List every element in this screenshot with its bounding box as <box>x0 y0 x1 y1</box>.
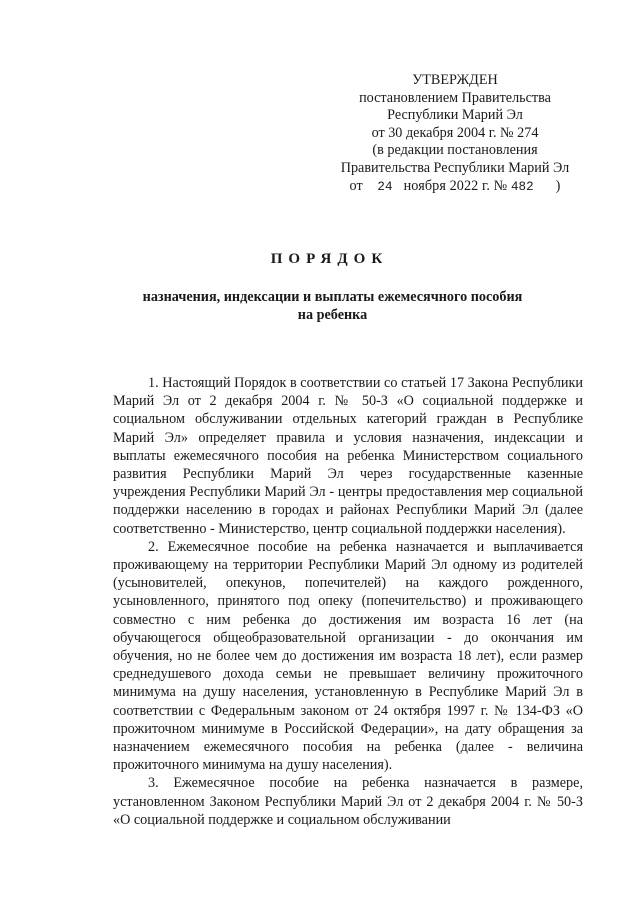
approval-line: от 30 декабря 2004 г. № 274 <box>371 124 539 141</box>
document-body <box>113 374 583 829</box>
approval-line: постановлением Правительства <box>359 89 551 106</box>
approval-heading: УТВЕРЖДЕН <box>412 72 498 88</box>
amendment-suffix: ) <box>555 177 561 194</box>
amendment-number: 482 <box>510 179 534 194</box>
paragraph-1: 1. Настоящий Порядок в соответствии со статьей 17 Закона Республики Марий Эл от 2 декабря 2004 г. № 50-З «О социальной поддержке и социальном обслуживании отдельных категорий граждан в Республике Марий Эл» определяет правила и условия назначения, индексации и выплаты ежемесячного пособия на ребенка Министерством социального развития Республики Марий Эл через государственные казенные учреждения Республики Марий Эл - центры предоставления мер социальной поддержки населению в городах и районах Республики Марий Эл (далее соответственно - Министерство, центр социальной поддержки населения). <box>113 375 583 537</box>
approval-line: Республики Марий Эл <box>387 107 523 124</box>
subtitle-line: на ребенка <box>297 307 368 323</box>
amendment-prefix: от <box>349 177 363 194</box>
document-subtitle <box>100 288 565 324</box>
approval-stamp <box>320 72 590 196</box>
paragraph-2: 2. Ежемесячное пособие на ребенка назначается и выплачивается проживающему на территории Республики Марий Эл одному из родителей (усыновителей, опекунов, попечителей) на каждого рожденного, усыновленного, принятого под опеку (попечительство) и проживающего совместно с ним ребенка до достижения им возраста 16 лет (на обучающегося общеобразовательной организации - до окончания им обучения, но не более чем до достижения им возраста 18 лет), если размер среднедушевого дохода семьи не превышает величину прожиточного минимума на душу населения, установленную в Республике Марий Эл в соответствии с Федеральным законом от 24 октября 1997 г. № 134-ФЗ «О прожиточном минимуме в Российской Федерации», на дату обращения за назначением ежемесячного пособия на ребенка (далее - величина прожиточного минимума на душу населения). <box>113 538 583 774</box>
approval-line: Правительства Республики Марий Эл <box>340 159 570 176</box>
amendment-month-year: ноября 2022 г. № <box>403 177 508 194</box>
amendment-day: 24 <box>377 179 393 194</box>
approval-line: (в редакции постановления <box>372 142 538 159</box>
subtitle-line: назначения, индексации и выплаты ежемесячного пособия <box>142 289 523 305</box>
document-title: ПОРЯДОК <box>270 251 389 267</box>
paragraph-3: 3. Ежемесячное пособие на ребенка назначается в размере, установленном Законом Республики Марий Эл от 2 декабря 2004 г. № 50-З «О социальной поддержке и социальном обслуживании <box>113 775 583 828</box>
approval-amendment-date <box>320 178 590 197</box>
